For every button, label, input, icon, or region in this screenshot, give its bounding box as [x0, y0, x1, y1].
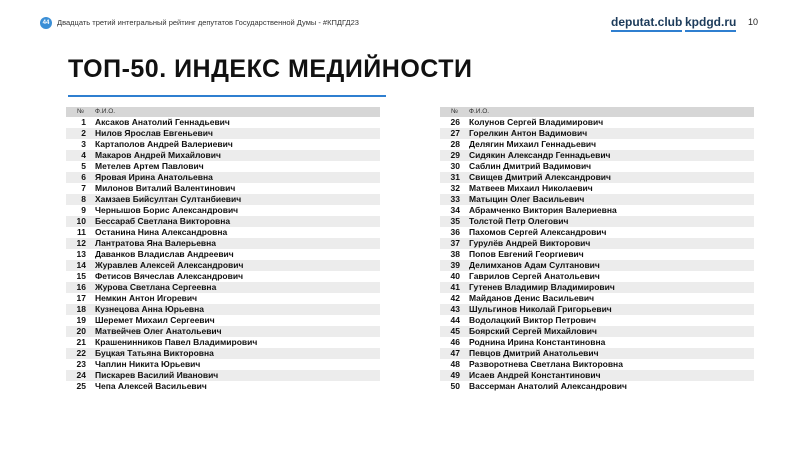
rank-number: 16 — [76, 282, 86, 292]
deputy-name: Саблин Дмитрий Вадимович — [469, 161, 592, 171]
table-row — [440, 216, 754, 227]
table-row — [440, 348, 754, 359]
table-row — [440, 304, 754, 315]
table-row — [440, 139, 754, 150]
rank-number: 24 — [76, 370, 86, 380]
rank-number: 48 — [450, 359, 460, 369]
table-row — [66, 172, 380, 183]
rank-number: 38 — [450, 249, 460, 259]
deputy-name: Журавлев Алексей Александрович — [95, 260, 244, 270]
deputy-name: Чернышов Борис Александрович — [95, 205, 239, 215]
top-bar — [40, 12, 760, 38]
table-row — [66, 260, 380, 271]
table-row — [66, 337, 380, 348]
rank-number: 49 — [450, 370, 460, 380]
deputy-name: Пискарев Василий Иванович — [95, 370, 219, 380]
table-row — [66, 370, 380, 381]
rank-number: 8 — [81, 194, 86, 204]
table-row — [66, 238, 380, 249]
table-row — [66, 194, 380, 205]
deputy-name: Гурулёв Андрей Викторович — [469, 238, 591, 248]
rank-number: 22 — [76, 348, 86, 358]
rank-number: 26 — [450, 117, 460, 127]
deputy-name: Милонов Виталий Валентинович — [95, 183, 236, 193]
rank-number: 34 — [450, 205, 460, 215]
rank-number: 20 — [76, 326, 86, 336]
rank-number: 29 — [450, 150, 460, 160]
deputy-name: Яровая Ирина Анатольевна — [95, 172, 213, 182]
deputy-name: Даванков Владислав Андреевич — [95, 249, 234, 259]
deputy-name: Чепа Алексей Васильевич — [95, 381, 207, 391]
rank-number: 25 — [76, 381, 86, 391]
rank-number: 35 — [450, 216, 460, 226]
deputy-name: Боярский Сергей Михайлович — [469, 326, 597, 336]
table-row — [440, 326, 754, 337]
rank-number: 10 — [76, 216, 86, 226]
brand-deputat-club-link[interactable]: deputat.club — [611, 15, 682, 32]
rank-number: 12 — [76, 238, 86, 248]
deputy-name: Толстой Петр Олегович — [469, 216, 569, 226]
brand-kpdgd-link[interactable]: kpdgd.ru — [685, 15, 736, 32]
deputy-name: Чаплин Никита Юрьевич — [95, 359, 201, 369]
table-row — [66, 381, 380, 392]
rank-number: 45 — [450, 326, 460, 336]
deputy-name: Попов Евгений Георгиевич — [469, 249, 584, 259]
rank-number: 50 — [450, 381, 460, 391]
deputy-name: Певцов Дмитрий Анатольевич — [469, 348, 599, 358]
deputy-name: Нилов Ярослав Евгеньевич — [95, 128, 213, 138]
deputy-name: Кузнецова Анна Юрьевна — [95, 304, 205, 314]
rank-number: 3 — [81, 139, 86, 149]
rank-number: 1 — [81, 117, 86, 127]
rank-number: 15 — [76, 271, 86, 281]
deputy-name: Немкин Антон Игоревич — [95, 293, 198, 303]
table-row — [66, 359, 380, 370]
rank-number: 42 — [450, 293, 460, 303]
deputy-name: Матвеев Михаил Николаевич — [469, 183, 593, 193]
table-row — [440, 227, 754, 238]
rank-number: 23 — [76, 359, 86, 369]
deputy-name: Матыцин Олег Васильевич — [469, 194, 585, 204]
table-row — [66, 348, 380, 359]
rank-number: 18 — [76, 304, 86, 314]
deputy-name: Вассерман Анатолий Александрович — [469, 381, 627, 391]
table-row — [66, 271, 380, 282]
rank-number: 40 — [450, 271, 460, 281]
column-header-name: Ф.И.О. — [469, 108, 490, 115]
deputy-name: Картаполов Андрей Валериевич — [95, 139, 233, 149]
rank-number: 21 — [76, 337, 86, 347]
deputy-name: Фетисов Вячеслав Александрович — [95, 271, 244, 281]
rank-number: 44 — [450, 315, 460, 325]
rank-number: 14 — [76, 260, 86, 270]
deputy-name: Майданов Денис Васильевич — [469, 293, 595, 303]
deputy-name: Хамзаев Бийсултан Султанбиевич — [95, 194, 242, 204]
deputy-name: Журова Светлана Сергеевна — [95, 282, 217, 292]
deputy-name: Колунов Сергей Владимирович — [469, 117, 604, 127]
deputy-name: Шульгинов Николай Григорьевич — [469, 304, 612, 314]
table-row — [440, 161, 754, 172]
deputy-name: Шеремет Михаил Сергеевич — [95, 315, 215, 325]
table-row — [66, 304, 380, 315]
rank-number: 47 — [450, 348, 460, 358]
table-row — [66, 150, 380, 161]
deputy-name: Буцкая Татьяна Викторовна — [95, 348, 214, 358]
deputy-name: Лантратова Яна Валерьевна — [95, 238, 217, 248]
table-row — [440, 249, 754, 260]
deputy-name: Делягин Михаил Геннадьевич — [469, 139, 597, 149]
page-title: ТОП-50. ИНДЕКС МЕДИЙНОСТИ — [68, 55, 473, 83]
episode-badge: 44 — [40, 17, 52, 29]
rank-number: 9 — [81, 205, 86, 215]
table-row — [440, 183, 754, 194]
deputy-name: Водолацкий Виктор Петрович — [469, 315, 597, 325]
table-row — [66, 249, 380, 260]
deputy-name: Аксаков Анатолий Геннадьевич — [95, 117, 230, 127]
table-row — [66, 117, 380, 128]
table-row — [440, 205, 754, 216]
rank-number: 31 — [450, 172, 460, 182]
table-row — [66, 216, 380, 227]
table-header — [66, 107, 380, 117]
table-row — [440, 117, 754, 128]
deputy-name: Макаров Андрей Михайлович — [95, 150, 221, 160]
table-row — [440, 315, 754, 326]
deputy-name: Роднина Ирина Константиновна — [469, 337, 606, 347]
rank-number: 30 — [450, 161, 460, 171]
rank-number: 13 — [76, 249, 86, 259]
rank-number: 19 — [76, 315, 86, 325]
table-row — [66, 293, 380, 304]
table-row — [440, 150, 754, 161]
rank-number: 11 — [77, 227, 86, 237]
table-row — [66, 282, 380, 293]
table-body — [66, 117, 380, 392]
table-row — [66, 139, 380, 150]
title-underline — [68, 95, 386, 97]
column-header-number: № — [451, 108, 458, 115]
table-row — [440, 293, 754, 304]
rank-number: 4 — [81, 150, 86, 160]
table-row — [440, 381, 754, 392]
deputy-name: Метелев Артем Павлович — [95, 161, 204, 171]
table-row — [66, 161, 380, 172]
table-row — [66, 128, 380, 139]
table-row — [440, 128, 754, 139]
table-row — [440, 359, 754, 370]
page-number: 10 — [748, 17, 759, 27]
rank-number: 41 — [450, 282, 460, 292]
rank-number: 17 — [76, 293, 86, 303]
table-header — [440, 107, 754, 117]
rank-number: 6 — [81, 172, 86, 182]
rank-number: 27 — [450, 128, 460, 138]
column-header-name: Ф.И.О. — [95, 108, 116, 115]
rank-number: 32 — [450, 183, 460, 193]
deputy-name: Исаев Андрей Константинович — [469, 370, 601, 380]
table-row — [66, 227, 380, 238]
rank-number: 43 — [450, 304, 460, 314]
rank-number: 46 — [450, 337, 460, 347]
deputy-name: Гутенев Владимир Владимирович — [469, 282, 615, 292]
deputy-name: Пахомов Сергей Александрович — [469, 227, 607, 237]
deputy-name: Делимханов Адам Султанович — [469, 260, 600, 270]
deputy-name: Гаврилов Сергей Анатольевич — [469, 271, 600, 281]
table-row — [66, 205, 380, 216]
rank-number: 28 — [450, 139, 460, 149]
rank-number: 39 — [450, 260, 460, 270]
rank-number: 5 — [81, 161, 86, 171]
rank-number: 36 — [450, 227, 460, 237]
table-row — [440, 370, 754, 381]
deputy-name: Крашенинников Павел Владимирович — [95, 337, 258, 347]
table-row — [440, 194, 754, 205]
report-subtitle: Двадцать третий интегральный рейтинг депутатов Государственной Думы - #КПДГД23 — [57, 18, 359, 27]
deputy-name: Бессараб Светлана Викторовна — [95, 216, 231, 226]
table-row — [66, 183, 380, 194]
deputy-name: Сидякин Александр Геннадьевич — [469, 150, 611, 160]
table-row — [440, 337, 754, 348]
rank-number: 2 — [81, 128, 86, 138]
ranking-table-left — [66, 107, 380, 392]
ranking-table-right — [440, 107, 754, 392]
table-row — [440, 260, 754, 271]
deputy-name: Абрамченко Виктория Валериевна — [469, 205, 617, 215]
rank-number: 33 — [450, 194, 460, 204]
table-row — [66, 326, 380, 337]
table-row — [440, 172, 754, 183]
table-row — [440, 282, 754, 293]
table-row — [440, 271, 754, 282]
table-row — [440, 238, 754, 249]
deputy-name: Разворотнева Светлана Викторовна — [469, 359, 623, 369]
deputy-name: Останина Нина Александровна — [95, 227, 228, 237]
table-row — [66, 315, 380, 326]
deputy-name: Свищев Дмитрий Александрович — [469, 172, 611, 182]
table-body — [440, 117, 754, 392]
deputy-name: Горелкин Антон Вадимович — [469, 128, 588, 138]
deputy-name: Матвейчев Олег Анатольевич — [95, 326, 222, 336]
rank-number: 7 — [81, 183, 86, 193]
column-header-number: № — [77, 108, 84, 115]
rank-number: 37 — [450, 238, 460, 248]
